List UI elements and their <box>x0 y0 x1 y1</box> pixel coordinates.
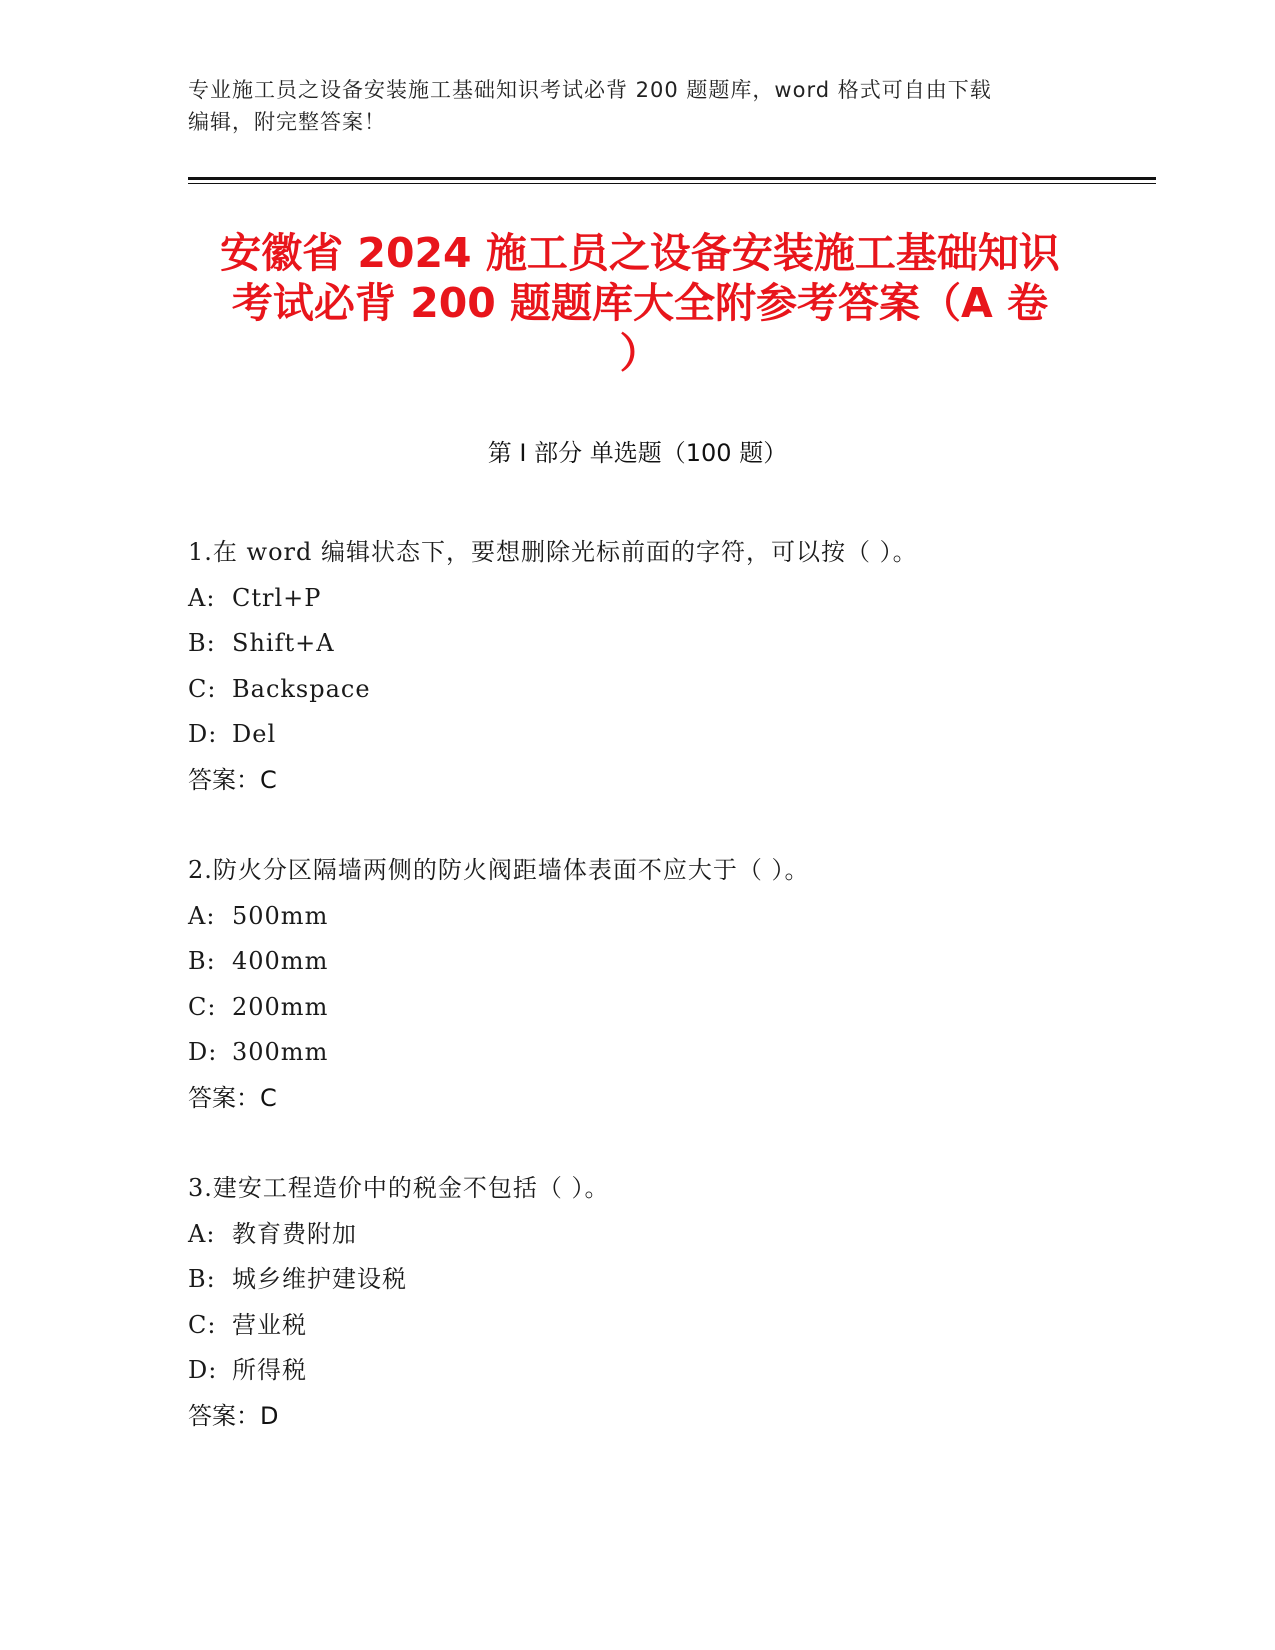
option-text: Shift+A <box>232 629 335 657</box>
option-text: Ctrl+P <box>232 583 322 612</box>
answer-label: 答案： <box>188 765 260 794</box>
option-b <box>188 621 1138 667</box>
question-stem: 1.在 word 编辑状态下，要想删除光标前面的字符，可以按（ ）。 <box>188 538 918 566</box>
option-key: C: <box>188 674 217 703</box>
option-text: 教育费附加 <box>232 1219 357 1248</box>
header-divider-thick <box>188 177 1156 180</box>
option-d <box>188 1030 1138 1076</box>
title-line-2: 考试必背 200 题题库大全附参考答案（A 卷 <box>231 279 1049 327</box>
option-key: A: <box>188 901 216 930</box>
answer-label: 答案： <box>188 1083 260 1112</box>
option-text: Del <box>232 720 277 748</box>
answer-value: D <box>260 1401 279 1430</box>
option-text: 所得税 <box>232 1356 307 1384</box>
option-text: Backspace <box>232 674 371 703</box>
option-key: B: <box>188 947 216 975</box>
question-stem: 2.防火分区隔墙两侧的防火阀距墙体表面不应大于（ ）。 <box>188 856 810 884</box>
title-line-3: ） <box>619 329 661 377</box>
option-key: C: <box>188 992 217 1021</box>
option-text: 营业税 <box>232 1310 307 1339</box>
option-key: D: <box>188 1038 218 1066</box>
document-header-note <box>188 74 1088 138</box>
option-key: A: <box>188 583 216 612</box>
option-key: D: <box>188 720 218 748</box>
option-b <box>188 939 1138 985</box>
document-title <box>170 228 1110 378</box>
question-2 <box>188 848 1138 1121</box>
answer-line <box>188 1076 1138 1122</box>
option-text: 500mm <box>232 901 329 930</box>
option-b <box>188 1257 1138 1303</box>
option-c <box>188 667 1138 713</box>
option-d <box>188 712 1138 758</box>
answer-line <box>188 1394 1138 1440</box>
option-key: C: <box>188 1310 217 1339</box>
option-d <box>188 1348 1138 1394</box>
option-key: B: <box>188 1265 216 1293</box>
option-text: 400mm <box>232 947 329 975</box>
option-key: A: <box>188 1219 216 1248</box>
answer-value: C <box>260 1083 277 1112</box>
option-text: 城乡维护建设税 <box>232 1265 407 1293</box>
answer-label: 答案： <box>188 1401 260 1430</box>
option-a <box>188 576 1138 622</box>
header-note-line-2: 编辑，附完整答案！ <box>188 110 386 134</box>
option-text: 300mm <box>232 1038 329 1066</box>
option-text: 200mm <box>232 992 329 1021</box>
question-1 <box>188 530 1138 803</box>
answer-line <box>188 758 1138 804</box>
question-3 <box>188 1166 1138 1439</box>
header-divider-thin <box>188 183 1156 184</box>
question-stem: 3.建安工程造价中的税金不包括（ ）。 <box>188 1174 610 1202</box>
option-key: B: <box>188 629 216 657</box>
section-title: 第 I 部分 单选题（100 题） <box>487 439 788 467</box>
option-c <box>188 985 1138 1031</box>
title-line-1: 安徽省 2024 施工员之设备安装施工基础知识 <box>220 229 1060 277</box>
option-key: D: <box>188 1356 218 1384</box>
option-a <box>188 1212 1138 1258</box>
header-note-line-1: 专业施工员之设备安装施工基础知识考试必背 200 题题库，word 格式可自由下载 <box>188 78 992 102</box>
option-c <box>188 1303 1138 1349</box>
answer-value: C <box>260 765 277 794</box>
question-list <box>188 530 1138 1484</box>
option-a <box>188 894 1138 940</box>
